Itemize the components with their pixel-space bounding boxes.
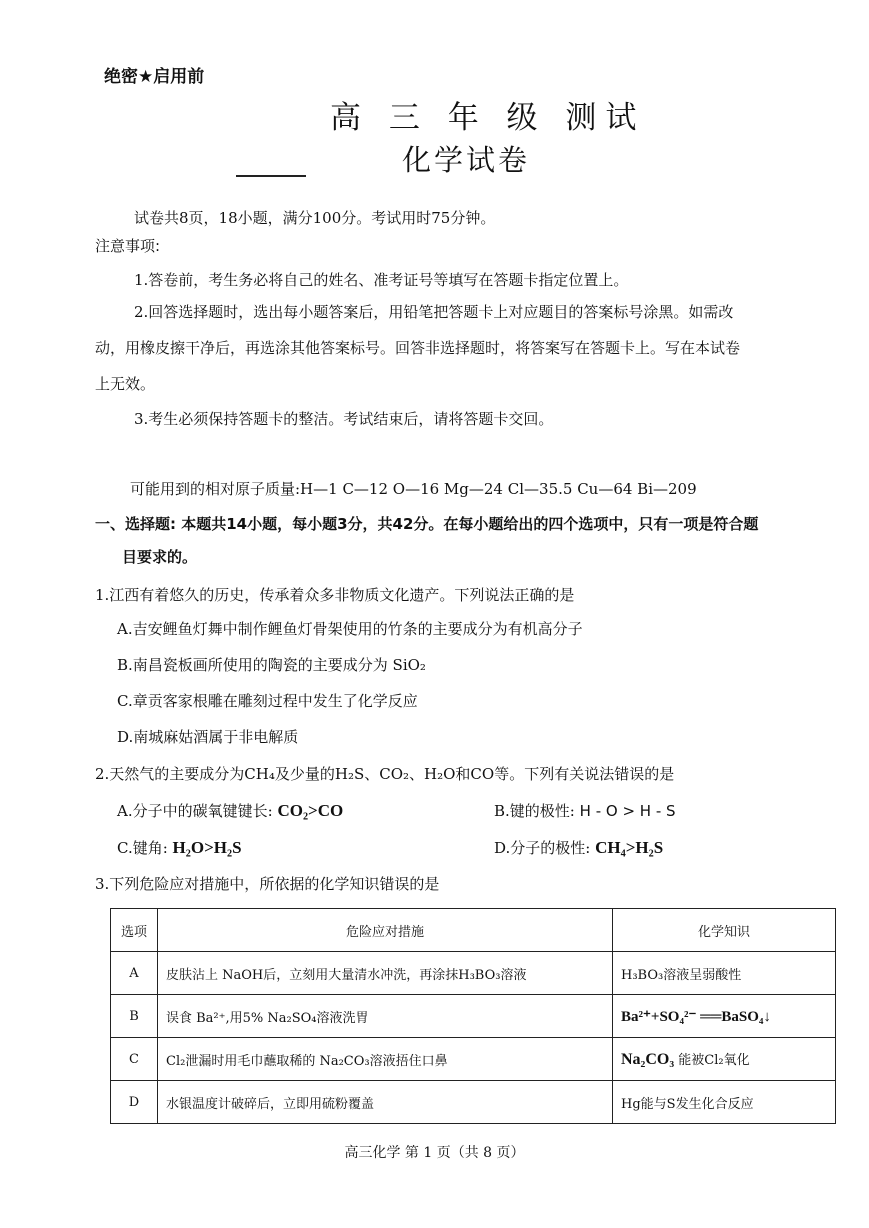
row-knowledge: Hg能与S发生化合反应 [613,1081,836,1124]
exam-title: 高 三 年 级 测试 [330,100,646,136]
q1-stem: 1.江西有着悠久的历史，传承着众多非物质文化遗产。下列说法正确的是 [95,586,575,604]
notice-item-2-line3: 上无效。 [95,375,156,393]
q1-option-c: C.章贡客家根雕在雕刻过程中发生了化学反应 [117,692,418,710]
row-knowledge: Ba²⁺+SO₄²⁻ ══BaSO₄↓ [613,995,836,1038]
table-row [111,1081,836,1124]
table-row [111,995,836,1038]
q2-option-a-formula: CO₂>CO [277,801,344,820]
row-option: C [111,1038,158,1081]
q3-table [110,908,836,1124]
row-knowledge-formula: Na₂CO₃ [621,1051,675,1068]
row-measure: 误食 Ba²⁺,用5% Na₂SO₄溶液洗胃 [158,995,613,1038]
q2-option-b-formula: H - O > H - S [579,802,676,820]
q2-option-d [494,838,663,858]
notice-item-1: 1.答卷前，考生务必将自己的姓名、准考证号等填写在答题卡指定位置上。 [134,271,629,289]
notice-item-2-line2: 动，用橡皮擦干净后，再选涂其他答案标号。回答非选择题时，将答案写在答题卡上。写在本试卷 [95,339,741,357]
q2-stem: 2.天然气的主要成分为CH₄及少量的H₂S、CO₂、H₂O和CO等。下列有关说法错误的是 [95,765,675,783]
header-measure: 危险应对措施 [158,909,613,952]
table-row [111,952,836,995]
q1-option-b: B.南昌瓷板画所使用的陶瓷的主要成分为 SiO₂ [117,656,426,674]
row-measure: Cl₂泄漏时用毛巾蘸取稀的 Na₂CO₃溶液捂住口鼻 [158,1038,613,1081]
section-heading-line1: 一、选择题: 本题共14小题，每小题3分，共42分。在每小题给出的四个选项中，只有一项是符合题 [95,515,759,533]
q2-option-b [494,801,676,821]
q2-option-d-text: D.分子的极性: [494,839,591,857]
q3-stem: 3.下列危险应对措施中，所依据的化学知识错误的是 [95,875,440,893]
q2-option-a [117,801,343,821]
header-knowledge: 化学知识 [613,909,836,952]
table-row [111,1038,836,1081]
subject-title: 化学试卷 [402,143,531,177]
q1-option-d: D.南城麻姑酒属于非电解质 [117,728,299,746]
header-option: 选项 [111,909,158,952]
row-knowledge: H₃BO₃溶液呈弱酸性 [613,952,836,995]
row-knowledge [613,1038,836,1081]
secret-label: 绝密★启用前 [104,67,205,87]
row-option: B [111,995,158,1038]
q2-option-a-text: A.分子中的碳氧键键长: [117,802,273,820]
title-rule [236,175,306,177]
notice-item-3: 3.考生必须保持答题卡的整洁。考试结束后，请将答题卡交回。 [134,410,554,428]
row-measure: 皮肤沾上 NaOH后，立刻用大量清水冲洗，再涂抹H₃BO₃溶液 [158,952,613,995]
page-footer: 高三化学 第 1 页（共 8 页） [344,1145,525,1161]
section-heading-line2: 目要求的。 [122,548,198,566]
intro-text: 试卷共8页，18小题，满分100分。考试用时75分钟。 [134,209,496,227]
row-knowledge-text: 能被Cl₂氧化 [674,1053,750,1068]
q2-option-c-formula: H₂O>H₂S [172,838,242,857]
atomic-masses: 可能用到的相对原子质量:H—1 C—12 O—16 Mg—24 Cl—35.5 Cu—64 Bi—209 [130,480,697,498]
notice-heading: 注意事项: [95,237,161,255]
q2-option-c-text: C.键角: [117,839,168,857]
table-header-row [111,909,836,952]
q2-option-c [117,838,242,858]
q2-option-b-text: B.键的极性: [494,802,575,820]
row-option: D [111,1081,158,1124]
q1-option-a: A.吉安鲤鱼灯舞中制作鲤鱼灯骨架使用的竹条的主要成分为有机高分子 [117,620,583,638]
row-option: A [111,952,158,995]
q2-option-d-formula: CH₄>H₂S [595,838,664,857]
notice-item-2-line1: 2.回答选择题时，选出每小题答案后，用铅笔把答题卡上对应题目的答案标号涂黑。如需改 [134,303,734,321]
row-measure: 水银温度计破碎后，立即用硫粉覆盖 [158,1081,613,1124]
